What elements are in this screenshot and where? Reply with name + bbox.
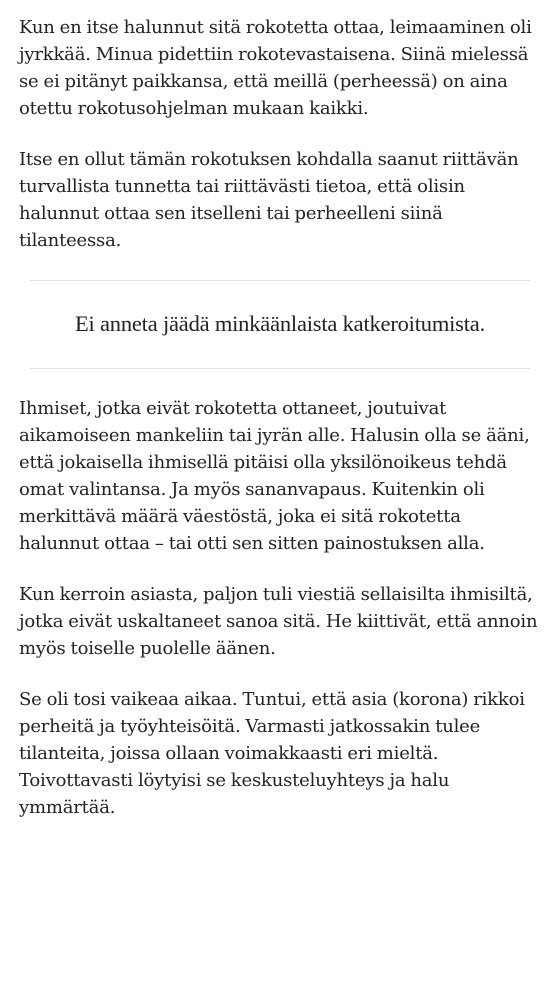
pull-quote bbox=[29, 280, 531, 369]
paragraph: Ihmiset, jotka eivät rokotetta ottaneet, joutuivat aikamoiseen mankeliin tai jyrän alle. Halusin olla se ääni, että jokaisella ihmisellä pitäisi olla yksilönoikeus tehdä omat valintansa. Ja myös sananvapaus. Kuitenkin oli merkittävä määrä väestöstä, joka ei sitä rokotetta halunnut ottaa – tai otti sen sitten painostuksen alla. bbox=[19, 398, 530, 554]
paragraph: Kun kerroin asiasta, paljon tuli viestiä sellaisilta ihmisiltä, jotka eivät uskaltaneet sanoa sitä. He kiittivät, että annoin myös toiselle puolelle äänen. bbox=[19, 584, 538, 659]
article-body bbox=[19, 14, 541, 845]
pull-quote-text: Ei anneta jäädä minkäänlaista katkeroitumista. bbox=[74, 311, 486, 336]
paragraph: Se oli tosi vaikeaa aikaa. Tuntui, että asia (korona) rikkoi perheitä ja työyhteisöitä. Varmasti jatkossakin tulee tilanteita, joissa ollaan voimakkaasti eri mieltä. Toivottavasti löytyisi se keskusteluyhteys ja halu ymmärtää. bbox=[19, 689, 525, 818]
paragraph: Kun en itse halunnut sitä rokotetta ottaa, leimaaminen oli jyrkkää. Minua pidettiin rokotevastaisena. Siinä mielessä se ei pitänyt paikkansa, että meillä (perheessä) on aina otettu rokotusohjelman mukaan kaikki. bbox=[19, 17, 532, 119]
paragraph: Itse en ollut tämän rokotuksen kohdalla saanut riittävän turvallista tunnetta tai riittävästi tietoa, että olisin halunnut ottaa sen itselleni tai perheelleni siinä tilanteessa. bbox=[19, 149, 519, 251]
